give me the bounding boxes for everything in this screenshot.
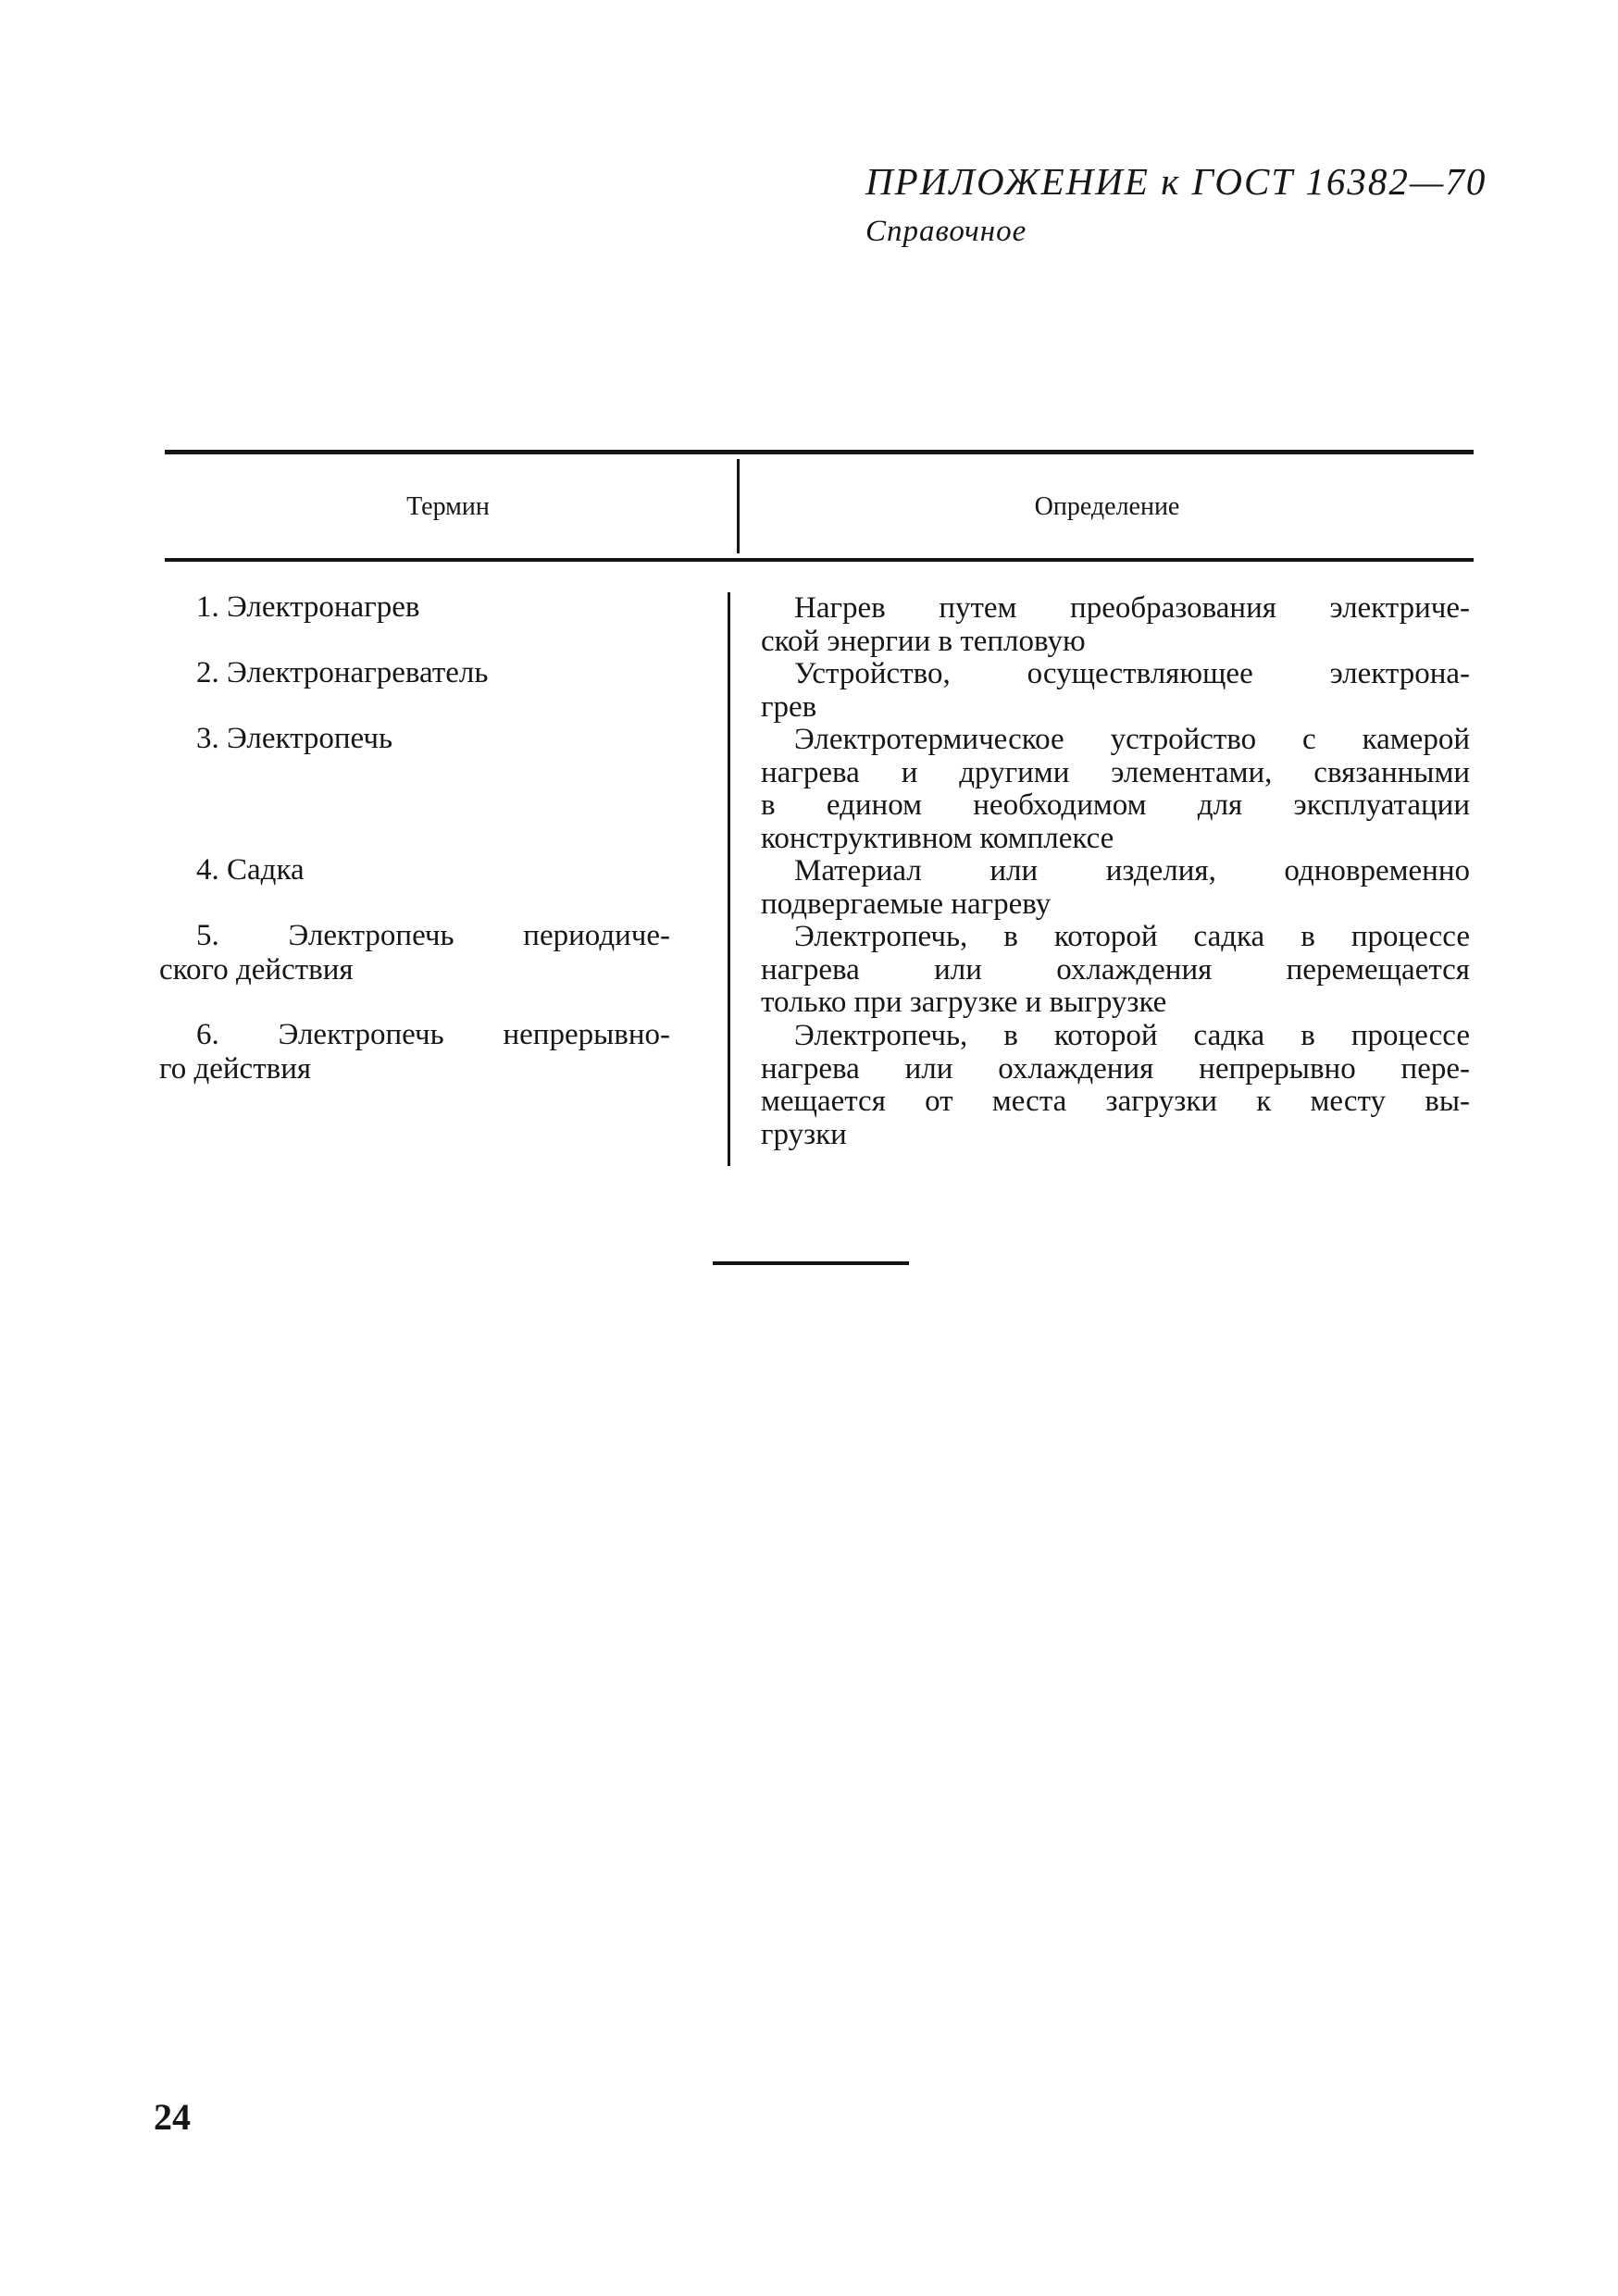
definition-line: нагрева или охлаждения перемещается <box>761 952 1470 987</box>
definition-cell <box>761 1020 1470 1151</box>
term-cell <box>159 722 670 756</box>
page-number: 24 <box>154 2096 191 2138</box>
term-cell <box>159 1018 670 1086</box>
definition-line: мещается от места загрузки к месту вы- <box>761 1085 1470 1118</box>
definition-line: Нагрев путем преобразования электриче- <box>794 591 1470 625</box>
term-cell <box>159 919 670 987</box>
term-line: го действия <box>159 1052 312 1086</box>
definition-line: нагрева и другими элементами, связанными <box>761 755 1470 789</box>
term-line: 5. Электропечь периодиче- <box>196 919 670 952</box>
column-header-term: Термин <box>406 492 490 521</box>
term-line: 3. Электропечь <box>196 722 393 755</box>
definition-line: Материал или изделия, одновременно <box>794 854 1470 887</box>
definition-line: Электротермическое устройство с камерой <box>794 723 1470 756</box>
table-body-divider <box>728 592 730 1166</box>
term-line: 4. Садка <box>196 853 305 887</box>
term-line: ского действия <box>159 953 354 987</box>
definition-line: нагрева или охлаждения непрерывно пере- <box>761 1051 1470 1086</box>
definition-cell <box>761 724 1470 855</box>
definition-cell <box>761 658 1470 724</box>
definition-cell <box>761 921 1470 1020</box>
definition-line: конструктивном комплексе <box>761 821 1114 855</box>
term-line: 1. Электронагрев <box>196 590 420 624</box>
definition-line: ской энергии в тепловую <box>761 624 1086 658</box>
column-header-definition: Определение <box>1034 492 1180 521</box>
term-cell <box>159 853 670 887</box>
definition-cell <box>761 855 1470 921</box>
definition-line: грузки <box>761 1117 847 1151</box>
term-cell <box>159 656 670 690</box>
definition-line: в едином необходимом для эксплуатации <box>761 788 1470 822</box>
definition-line: грев <box>761 689 817 724</box>
term-line: 6. Электропечь непрерывно- <box>196 1018 670 1051</box>
definition-line: подвергаемые нагреву <box>761 887 1052 921</box>
end-rule <box>713 1261 909 1265</box>
definition-cell <box>761 592 1470 658</box>
term-line: 2. Электронагреватель <box>196 656 489 689</box>
table-header-rule <box>165 558 1474 562</box>
definition-line: Электропечь, в которой садка в процессе <box>794 920 1470 953</box>
appendix-heading: ПРИЛОЖЕНИЕ к ГОСТ 16382—70 <box>865 160 1487 203</box>
definition-line: только при загрузке и выгрузке <box>761 986 1167 1019</box>
term-cell <box>159 590 670 625</box>
definition-line: Устройство, осуществляющее электрона- <box>794 657 1470 690</box>
definition-line: Электропечь, в которой садка в процессе <box>794 1019 1470 1052</box>
column-divider <box>737 459 740 553</box>
appendix-subheading: Справочное <box>865 215 1027 248</box>
table-top-rule <box>165 450 1474 454</box>
